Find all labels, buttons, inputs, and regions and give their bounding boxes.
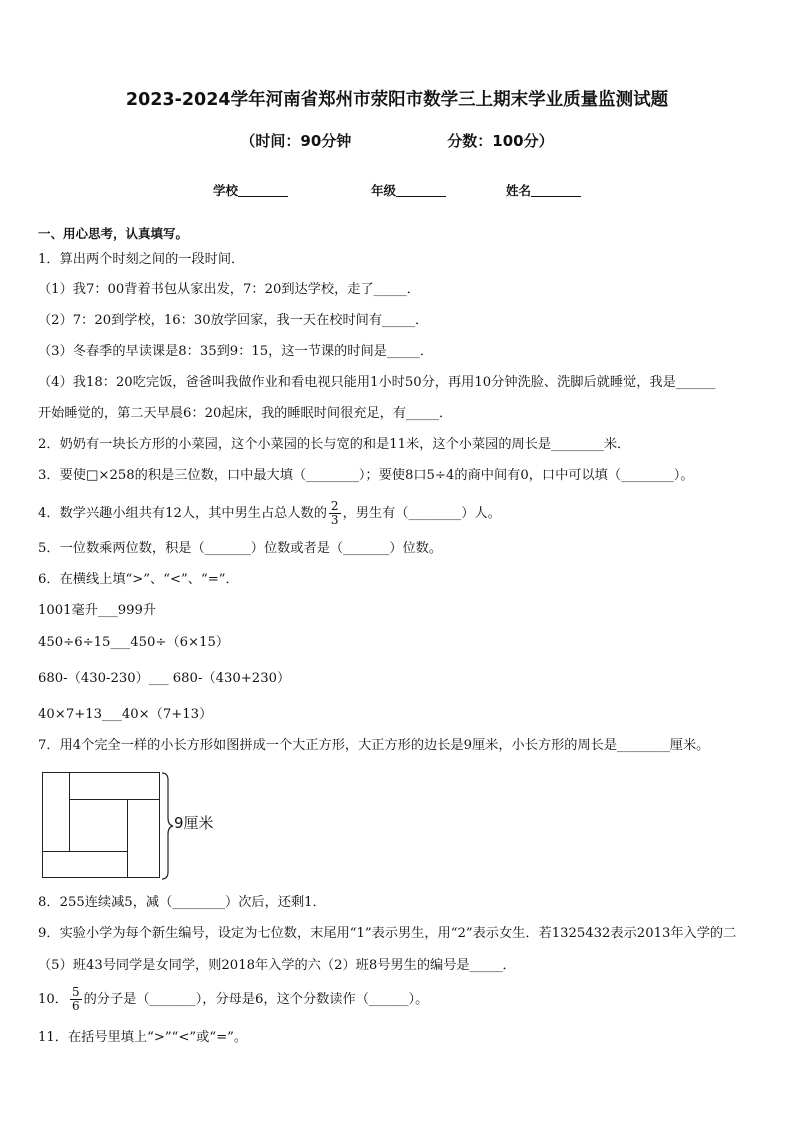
name-blank bbox=[531, 196, 581, 197]
question-10-text-b: 的分子是（_______），分母是6，这个分数读作（______）。 bbox=[83, 992, 429, 1007]
question-1: 1．算出两个时刻之间的一段时间． bbox=[38, 252, 245, 267]
school-label: 学校 bbox=[213, 183, 239, 198]
question-1-1: （1）我7：00背着书包从家出发，7：20到达学校，走了_____． bbox=[38, 282, 420, 297]
question-5: 5．一位数乘两位数，积是（_______）位数或者是（_______）位数。 bbox=[38, 541, 443, 556]
question-9b: （5）班43号同学是女同学，则2018年入学的六（2）班8号男生的编号是_____． bbox=[38, 958, 516, 973]
question-6-4: 40×7+13___40×（7+13） bbox=[38, 707, 213, 722]
score-label: 分数：100分） bbox=[447, 132, 554, 150]
question-4-text-a: 4．数学兴趣小组共有12人，其中男生占总人数的 bbox=[38, 506, 327, 521]
fraction-numerator: 5 bbox=[71, 985, 80, 999]
fraction-two-thirds bbox=[329, 500, 341, 527]
grade-label: 年级 bbox=[371, 183, 397, 198]
question-11: 11．在括号里填上“>”“<”或“=”。 bbox=[38, 1030, 248, 1045]
fraction-numerator: 2 bbox=[330, 499, 339, 513]
question-1-2: （2）7：20到学校，16：30放学回家，我一天在校时间有_____． bbox=[38, 313, 429, 328]
name-field bbox=[506, 181, 581, 199]
question-3: 3．要使□×258的积是三位数，口中最大填（________）；要使8口5÷4的商中间有0，口中可以填（________）。 bbox=[38, 468, 694, 483]
rect-left bbox=[42, 772, 70, 852]
question-4 bbox=[38, 500, 501, 528]
grade-blank bbox=[396, 196, 446, 197]
fraction-five-sixths bbox=[70, 986, 82, 1013]
question-8: 8．255连续减5，减（________）次后，还剩1． bbox=[38, 895, 326, 910]
side-length-label: 9厘米 bbox=[174, 814, 214, 832]
question-9a: 9．实验小学为每个新生编号，设定为七位数，末尾用“1”表示男生，用“2”表示女生．若1325432表示2013年入学的二 bbox=[38, 926, 737, 941]
question-6-1: 1001毫升___999升 bbox=[38, 603, 157, 618]
exam-meta bbox=[0, 130, 794, 151]
grade-field bbox=[371, 181, 446, 199]
question-2: 2．奶奶有一块长方形的小菜园，这个小菜园的长与宽的和是11米，这个小菜园的周长是________米． bbox=[38, 437, 631, 452]
question-10-text-a: 10． bbox=[38, 992, 68, 1007]
time-label: （时间：90分钟 bbox=[240, 132, 352, 150]
rect-bottom bbox=[42, 851, 128, 878]
school-blank bbox=[238, 196, 288, 197]
question-6: 6．在横线上填“>”、“<”、“=”． bbox=[38, 572, 239, 587]
school-field bbox=[213, 181, 288, 199]
question-6-3: 680-（430-230）___ 680-（430+230） bbox=[38, 671, 291, 686]
section-heading: 一、用心思考，认真填写。 bbox=[38, 226, 189, 241]
name-label: 姓名 bbox=[506, 183, 532, 198]
question-6-2: 450÷6÷15___450÷（6×15） bbox=[38, 635, 230, 650]
question-1-3: （3）冬春季的早读课是8：35到9：15，这一节课的时间是_____． bbox=[38, 344, 434, 359]
question-10 bbox=[38, 986, 428, 1014]
rect-right bbox=[127, 799, 160, 878]
fraction-denominator: 3 bbox=[330, 513, 339, 527]
page-title: 2023-2024学年河南省郑州市荥阳市数学三上期末学业质量监测试题 bbox=[125, 90, 669, 110]
brace-icon bbox=[161, 772, 175, 880]
question-4-text-b: ，男生有（________）人。 bbox=[342, 506, 501, 521]
question-1-4b: 开始睡觉的，第二天早晨6：20起床，我的睡眠时间很充足，有_____． bbox=[38, 406, 453, 421]
rect-top bbox=[69, 772, 160, 800]
fraction-denominator: 6 bbox=[71, 999, 80, 1013]
question-1-4a: （4）我18：20吃完饭，爸爸叫我做作业和看电视只能用1小时50分，再用10分钟洗脸、洗脚后就睡觉，我是______ bbox=[38, 375, 716, 390]
inner-square bbox=[69, 799, 128, 852]
question-7: 7．用4个完全一样的小长方形如图拼成一个大正方形，大正方形的边长是9厘米，小长方形的周长是________厘米。 bbox=[38, 738, 710, 753]
square-figure bbox=[36, 762, 226, 880]
